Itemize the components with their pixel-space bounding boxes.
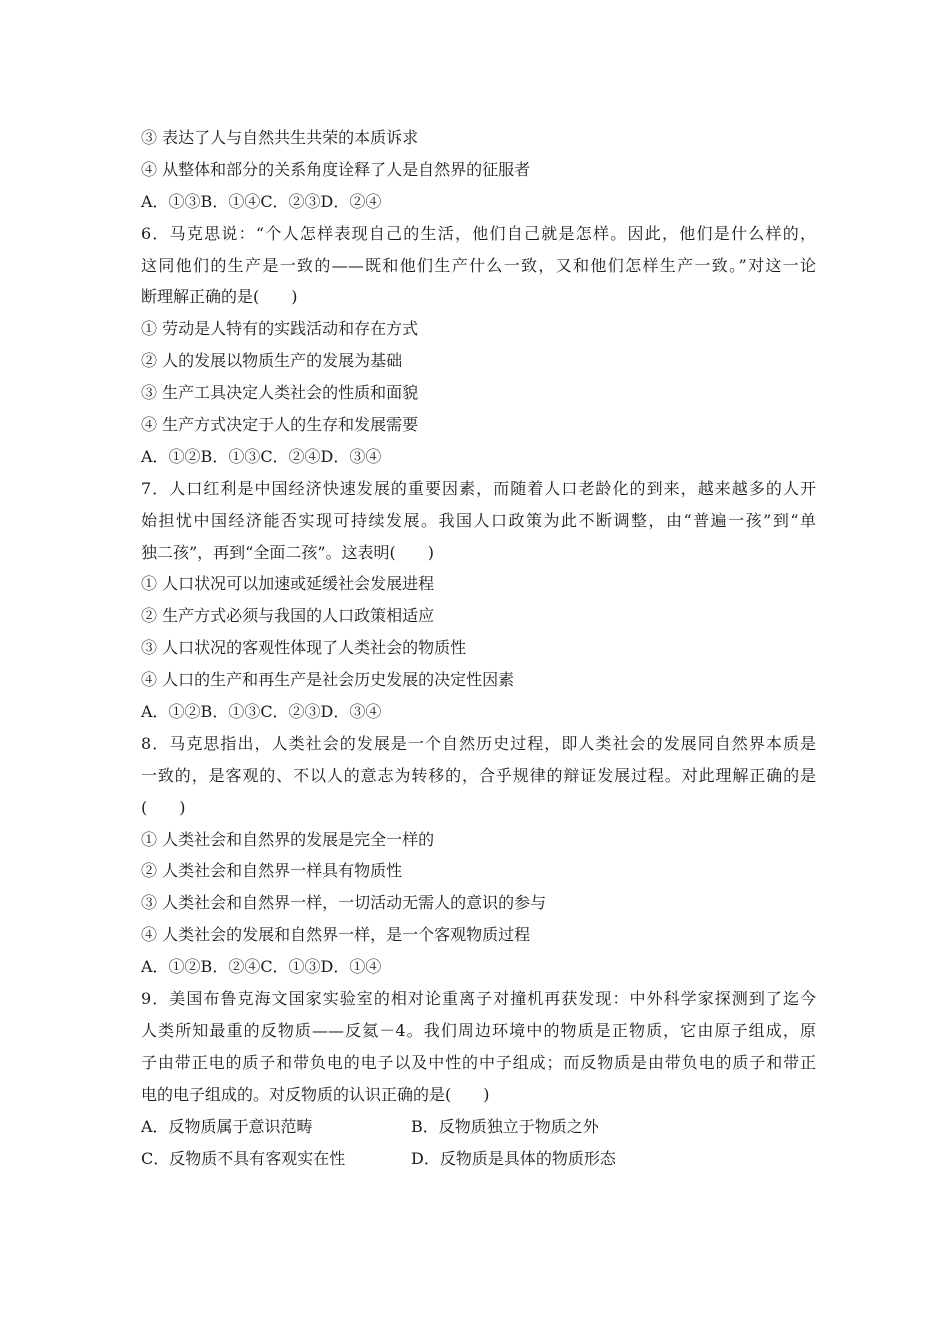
q9-stem-line-4: 电的电子组成的。对反物质的认识正确的是( ) — [141, 1084, 490, 1104]
q8-option-3: ③ 人类社会和自然界一样，一切活动无需人的意识的参与 — [141, 893, 547, 913]
q5-option-3: ③ 表达了人与自然共生共荣的本质诉求 — [141, 128, 419, 147]
q7-stem-line-1: 7．人口红利是中国经济快速发展的重要因素，而随着人口老龄化的到来，越来越多的人开 — [141, 478, 816, 498]
question-8 — [141, 728, 816, 983]
question-5-tail — [141, 122, 816, 218]
q5-option-4: ④ 从整体和部分的关系角度诠释了人是自然界的征服者 — [141, 159, 531, 179]
q6-answer-choices: A．①②B．①③C．②④D．③④ — [141, 446, 382, 466]
q5-answer-choices: A．①③B．①④C．②③D．②④ — [141, 191, 382, 211]
q7-answer-choices: A．①②B．①③C．②③D．③④ — [141, 702, 382, 722]
question-7 — [141, 473, 816, 728]
exam-page — [141, 122, 816, 1174]
q9-choice-d: D．反物质是具体的物质形态 — [411, 1148, 616, 1168]
question-6 — [141, 218, 816, 473]
q9-choice-b: B．反物质独立于物质之外 — [411, 1116, 599, 1136]
q6-stem-line-1: 6．马克思说：“个人怎样表现自己的生活，他们自己就是怎样。因此，他们是什么样的， — [141, 223, 816, 243]
q8-option-2: ② 人类社会和自然界一样具有物质性 — [141, 861, 403, 881]
q7-stem-line-2: 始担忧中国经济能否实现可持续发展。我国人口政策为此不断调整，由“普遍一孩”到“单 — [141, 510, 816, 530]
q8-option-1: ① 人类社会和自然界的发展是完全一样的 — [141, 829, 435, 849]
q9-choices-row-1 — [141, 1111, 816, 1143]
q6-option-3: ③ 生产工具决定人类社会的性质和面貌 — [141, 383, 419, 403]
q8-answer-choices: A．①②B．②④C．①③D．①④ — [141, 957, 382, 977]
q6-option-4: ④ 生产方式决定于人的生存和发展需要 — [141, 415, 419, 435]
q7-option-2: ② 生产方式必须与我国的人口政策相适应 — [141, 606, 435, 626]
q8-option-4: ④ 人类社会的发展和自然界一样，是一个客观物质过程 — [141, 925, 531, 945]
q6-stem-line-3: 断理解正确的是( ) — [141, 287, 298, 307]
q7-option-3: ③ 人口状况的客观性体现了人类社会的物质性 — [141, 638, 467, 658]
q8-stem-line-2: 一致的，是客观的、不以人的意志为转移的，合乎规律的辩证发展过程。对此理解正确的是 — [141, 765, 816, 785]
q9-stem-line-2: 人类所知最重的反物质——反氦－4。我们周边环境中的物质是正物质，它由原子组成，原 — [141, 1020, 816, 1040]
q9-stem-line-1: 9．美国布鲁克海文国家实验室的相对论重离子对撞机再获发现：中外科学家探测到了迄今 — [141, 989, 816, 1009]
q7-stem-line-3: 独二孩”，再到“全面二孩”。这表明( ) — [141, 542, 435, 562]
q9-choice-a: A．反物质属于意识范畴 — [141, 1116, 313, 1136]
q8-stem-line-1: 8．马克思指出，人类社会的发展是一个自然历史过程，即人类社会的发展同自然界本质是 — [141, 733, 816, 753]
question-9 — [141, 983, 816, 1174]
q7-option-1: ① 人口状况可以加速或延缓社会发展进程 — [141, 574, 435, 594]
q9-choices-row-2 — [141, 1143, 816, 1175]
q7-option-4: ④ 人口的生产和再生产是社会历史发展的决定性因素 — [141, 670, 515, 690]
q9-stem-line-3: 子由带正电的质子和带负电的电子以及中性的中子组成；而反物质是由带负电的质子和带正 — [141, 1052, 816, 1072]
q9-choice-c: C．反物质不具有客观实在性 — [141, 1148, 346, 1168]
q8-stem-line-3: ( ) — [141, 797, 186, 817]
q6-option-1: ① 劳动是人特有的实践活动和存在方式 — [141, 319, 419, 339]
q6-stem-line-2: 这同他们的生产是一致的——既和他们生产什么一致，又和他们怎样生产一致。”对这一论 — [141, 255, 816, 275]
q6-option-2: ② 人的发展以物质生产的发展为基础 — [141, 351, 403, 371]
